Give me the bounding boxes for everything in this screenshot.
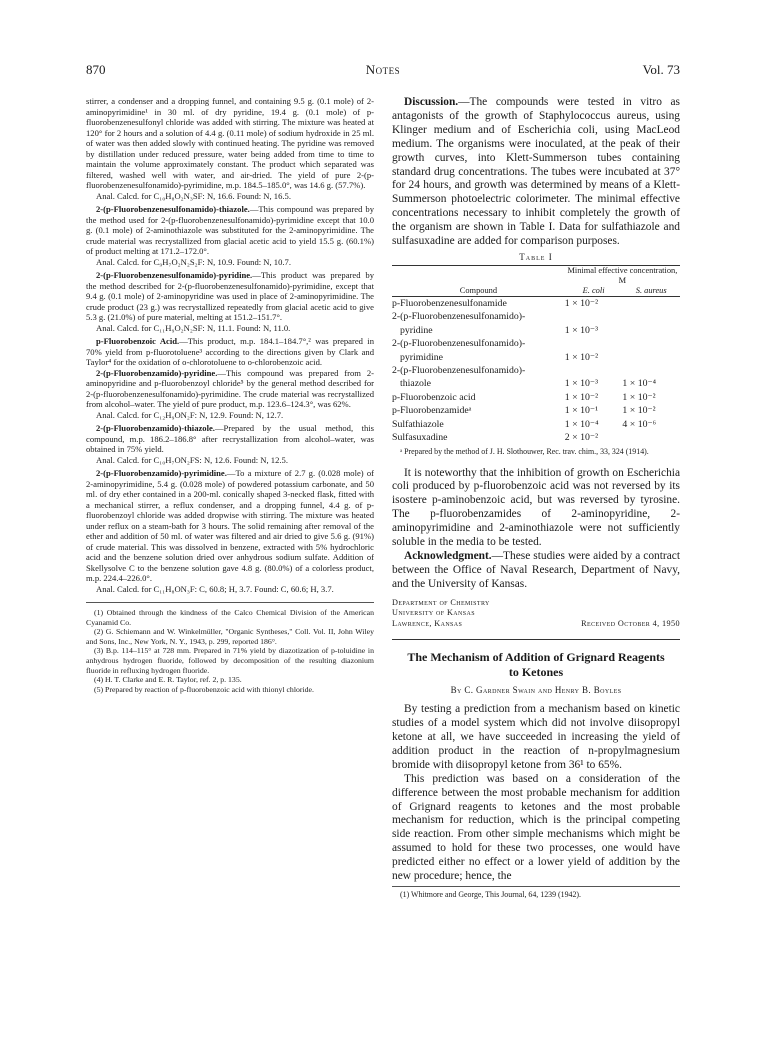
paragraph-heading: 2-(p-Fluorobenzenesulfonamido)-thiazole. [96, 204, 250, 214]
article-divider [392, 639, 680, 640]
table-title: Table I [519, 251, 553, 262]
paragraph-body: —This compound was prepared by the method used for 2-(p-fluorobenzenesulfonamido)-pyrimidine except that 10.0 g. (0.1 mole) of 2-aminothiazole was substituted for the 2-aminopyrimidine. The crude material was recrystallized from glacial acetic acid to yield 15.5 g. (60.1%) of product melting at 171.2–172.0°. [86, 204, 374, 256]
footnote: (1) Whitmore and George, This Journal, 64, 1239 (1942). [400, 889, 582, 899]
page-header [86, 62, 680, 78]
analysis-line: Anal. Calcd. for C₁₁H₉O₂N₂SF: N, 11.1. Found: N, 11.0. [96, 322, 291, 333]
table-cell-ecoli: 1 × 10⁻² [564, 297, 599, 309]
received-date: Received October 4, 1950 [581, 618, 680, 628]
table-row [392, 324, 680, 337]
paragraph: It is noteworthy that the inhibition of growth on Escherichia coli produced by p-fluorobenzoic acid was not reversed by its isostere p-aminobenzoic acid, but was reversed by tyrosine. The p-fluorobenzamides of 2-aminopyridine, 2-aminopyrimidine and 2-aminothiazole were not sufficiently soluble in the media to be tested. [392, 466, 680, 549]
volume-label: Vol. 73 [642, 62, 680, 77]
right-column [392, 96, 680, 900]
table-row [392, 418, 680, 431]
table-cell-compound-cont: thiazole [400, 378, 432, 390]
table-header-row [392, 266, 680, 286]
table-row [392, 391, 680, 404]
table-cell-saureus: 1 × 10⁻² [622, 405, 656, 417]
paragraph-body: —This compound was prepared from 2-aminopyridine and p-fluorobenzoyl chloride⁵ by the general method described for 2-(p-fluorobenzenesulfonamido)-pyrimidine. The crude material was recrystallized from alcohol–water. The yield of pure product, m.p. 123.6–124.3°, was 62%. [86, 367, 374, 409]
footnote: (1) Obtained through the kindness of the Calco Chemical Division of the American Cyanamid Co. [86, 608, 374, 627]
table-cell-saureus: 4 × 10⁻⁶ [622, 418, 657, 430]
section-title: Notes [365, 62, 401, 77]
paragraph: By testing a prediction from a mechanism based on kinetic studies of a model system which did not involve diisopropyl ketone at all, we have succeeded in increasing the yield of addition product in the reaction of n-propylmagnesium bromide with diisopropyl ketone from 36¹ to 65%. [392, 703, 680, 771]
paragraph [86, 270, 374, 323]
data-table [392, 266, 680, 445]
footnotes [86, 602, 374, 694]
paragraph-heading: Acknowledgment. [404, 549, 492, 562]
table-header-compound: Compound [459, 286, 498, 296]
paragraph-body: —To a mixture of 2.7 g. (0.028 mole) of 2-aminopyrimidine, 5.4 g. (0.028 mole) of powdered potassium carbonate, and 50 ml. of dry ether contained in a 200-ml. conically shaped 3-necked flask, fitted with a mechanical stirrer, a reflux condenser, and a dropping funnel, 4.4 g. of p-fluorobenzoyl chloride was added dropwise with stirring. The mixture was heated under reflux on a steam-bath for 3 hours. The solid remaining after removal of the ether and addition of 50 ml. of water was filtered and air dried to give 5.6 g. (91%) of crude material. This was dissolved in benzene, extracted with 5% hydrochloric acid and the benzene solution dried over anhydrous sodium sulfate. Addition of Skellysolve C to the benzene solution gave 4.8 g. (80.0%) of a colorless product, m.p. 224.4–226.0°. [86, 468, 374, 583]
paragraph-body: —This product, m.p. 184.1–184.7°,² was prepared in 70% yield from p-fluorotoluene³ according to the directions given by Clark and Taylor⁴ for the oxidation of o-chlorotoluene to o-chlorobenzoic acid. [86, 336, 374, 367]
paragraph [86, 368, 374, 410]
table-cell-ecoli: 1 × 10⁻⁴ [564, 418, 599, 430]
table-cell-compound: Sulfathiazole [392, 418, 444, 430]
paragraph [86, 204, 374, 257]
footnote: (3) B.p. 114–115° at 728 mm. Prepared in 71% yield by diazotization of p-toluidine in anhydrous hydrogen fluoride, followed by decomposition of the resulting diazonium fluoride in refluxing hydrogen fluoride. [86, 646, 374, 675]
table-cell-saureus [622, 297, 680, 310]
table-row [392, 405, 680, 418]
table-row [392, 297, 680, 310]
footnotes [392, 886, 680, 900]
table-header-ecoli: E. coli [582, 286, 605, 296]
address-line: Department of Chemistry [392, 597, 490, 607]
address-line: University of Kansas [392, 608, 475, 618]
table-cell-saureus: 1 × 10⁻² [622, 391, 656, 403]
table-header-saureus: S. aureus [635, 286, 667, 296]
table-cell-ecoli: 1 × 10⁻³ [564, 324, 599, 336]
paragraph-body: —These studies were aided by a contract between the Office of Naval Research, Department of Navy, and the University of Kansas. [392, 549, 680, 590]
paragraph [392, 550, 680, 592]
table-cell-compound: p-Fluorobenzenesulfonamide [392, 297, 507, 309]
table-cell-compound-cont: pyrimidine [400, 351, 443, 363]
paragraph-body: —Prepared by the usual method, this compound, m.p. 186.2–186.8° after recrystallization from alcohol–water, was obtained in 75% yield. [86, 423, 374, 454]
paragraph: stirrer, a condenser and a dropping funnel, and containing 9.5 g. (0.1 mole) of 2-aminopyrimidine¹ in 30 ml. of dry pyridine, 19.4 g. (0.1 mole) of p-fluorobenzenesulfonyl chloride was added with stirring. The mixture was heated at 120° for 2 hours and a solution of 4.4 g. (0.11 mole) of sodium hydroxide in 25 ml. of water was then added slowly with continued heating. The pyridine was removed by distillation under reduced pressure, water being added from time to time to maintain the volume approximately constant. The product which separated was filtered, washed well with water, and air-dried. The yield of pure 2-(p-fluorobenzenesulfonamido)-pyrimidine, m.p. 184.5–185.0°, was 14.6 g. (57.7%). [86, 96, 374, 190]
analysis-line: Anal. Calcd. for C₁₂H₉ON₂F: N, 12.9. Found: N, 12.7. [96, 409, 284, 420]
page-number: 870 [86, 62, 106, 77]
paragraph [86, 423, 374, 455]
paragraph [86, 336, 374, 368]
table-cell-ecoli: 1 × 10⁻³ [564, 378, 599, 390]
paragraph [86, 468, 374, 584]
paragraph-body: —This product was prepared by the method described for 2-(p-fluorobenzenesulfonamido)-pyrimidine, except that 9.4 g. (0.1 mole) of 2-aminopyridine was used in place of 2-aminopyrimidine. The crude product (23 g.) was recrystallized repeatedly from glacial acetic acid to give 5.3 g. (21.0%) of pure material, melting at 151.2–151.7°. [86, 270, 374, 322]
table-header-concentration: Minimal effective concentration, M [567, 266, 678, 285]
paragraph-heading: 2-(p-Fluorobenzamido)-thiazole. [96, 423, 215, 433]
table-row [392, 351, 680, 364]
table-cell-saureus [622, 351, 680, 364]
paragraph-heading: 2-(p-Fluorobenzenesulfonamido)-pyridine. [96, 270, 253, 280]
table-cell-saureus [622, 432, 680, 445]
table-cell-ecoli: 1 × 10⁻² [564, 351, 599, 363]
paragraph-heading: Discussion. [404, 96, 459, 108]
table-row [392, 378, 680, 391]
paragraph-heading: 2-(p-Fluorobenzamido)-pyrimidine. [96, 468, 227, 478]
table-row [392, 338, 680, 351]
table-cell-compound: 2-(p-Fluorobenzenesulfonamido)- [392, 338, 526, 350]
paragraph-heading: p-Fluorobenzoic Acid. [96, 336, 180, 346]
table-footnote-text: ᵃ Prepared by the method of J. H. Slothouwer, Rec. trav. chim., 33, 324 (1914). [400, 446, 649, 456]
paragraph: This prediction was based on a consideration of the difference between the most probable mechanism for addition of Grignard reagents to ketones and the most probable mechanism for reduction, which is the principal competing side reaction. From other simple mechanisms which might be assumed to hold for these two processes, one would have predicted either no effect or a lower yield of addition by the new procedure; hence, the [392, 772, 680, 883]
table-footnote [392, 447, 680, 457]
address-line: Lawrence, Kansas [392, 618, 463, 628]
table-cell-ecoli: 1 × 10⁻¹ [564, 405, 599, 417]
table-header-row [392, 286, 680, 297]
footnote: (2) G. Schiemann and W. Winkelmüller, "Organic Syntheses," Coll. Vol. II, John Wiley and Sons, Inc., New York, N. Y., 1943, p. 299, reported 186°. [86, 627, 374, 646]
table-cell-saureus: 1 × 10⁻⁴ [622, 378, 657, 390]
table-cell-compound: p-Fluorobenzoic acid [392, 391, 476, 403]
table-row [392, 365, 680, 378]
footnote: (4) H. T. Clarke and E. R. Taylor, ref. 2, p. 135. [94, 675, 242, 685]
analysis-line: Anal. Calcd. for C₁₁H₈ON₃F: C, 60.8; H, 3.7. Found: C, 60.6; H, 3.7. [96, 583, 334, 594]
paragraph-heading: 2-(p-Fluorobenzamido)-pyridine. [96, 367, 218, 378]
table-cell-compound: p-Fluorobenzamideᵃ [392, 405, 472, 417]
table-cell-ecoli: 2 × 10⁻² [564, 432, 599, 444]
article-title: The Mechanism of Addition of Grignard Reagents to Ketones [407, 650, 665, 679]
table-cell-compound-cont: pyridine [400, 324, 433, 336]
article-byline: By C. Gardner Swain and Henry B. Boyles [450, 685, 622, 696]
analysis-line: Anal. Calcd. for C₁₀H₇ON₂FS: N, 12.6. Found: N, 12.5. [96, 454, 288, 465]
analysis-line: Anal. Calcd. for C₉H₇O₂N₂S₂F: N, 10.9. Found: N, 10.7. [96, 256, 291, 267]
table-cell-compound: 2-(p-Fluorobenzenesulfonamido)- [392, 365, 526, 376]
table-cell-ecoli: 1 × 10⁻² [564, 391, 599, 403]
table-cell-saureus [622, 324, 680, 337]
analysis-line: Anal. Calcd. for C₁₀H₈O₂N₃SF: N, 16.6. Found: N, 16.5. [96, 190, 291, 201]
author-address [392, 598, 680, 630]
left-column [86, 96, 374, 694]
table-cell-compound: 2-(p-Fluorobenzenesulfonamido)- [392, 311, 526, 323]
table-cell-compound: Sulfasuxadine [392, 432, 448, 444]
footnote: (5) Prepared by reaction of p-fluorobenzoic acid with thionyl chloride. [94, 684, 314, 694]
paragraph [392, 96, 680, 249]
table-row [392, 432, 680, 445]
paragraph-body: —The compounds were tested in vitro as antagonists of the growth of Staphylococcus aureus, using Klinger medium and of Escherichia coli, using MacLeod medium. The organisms were inoculated, at the peak of their growth curves, into Klett-Summerson tubes containing standard drug concentrations. The tubes were incubated at 37° for 24 hours, and growth was determined by means of a Klett-Summerson photoelectric colorimeter. The minimal effective concentrations necessary to inhibit completely the growth of the organism are shown in Table I. Data for sulfathiazole and sulfasuxadine are added for comparison purposes. [392, 96, 680, 248]
table-row [392, 311, 680, 324]
